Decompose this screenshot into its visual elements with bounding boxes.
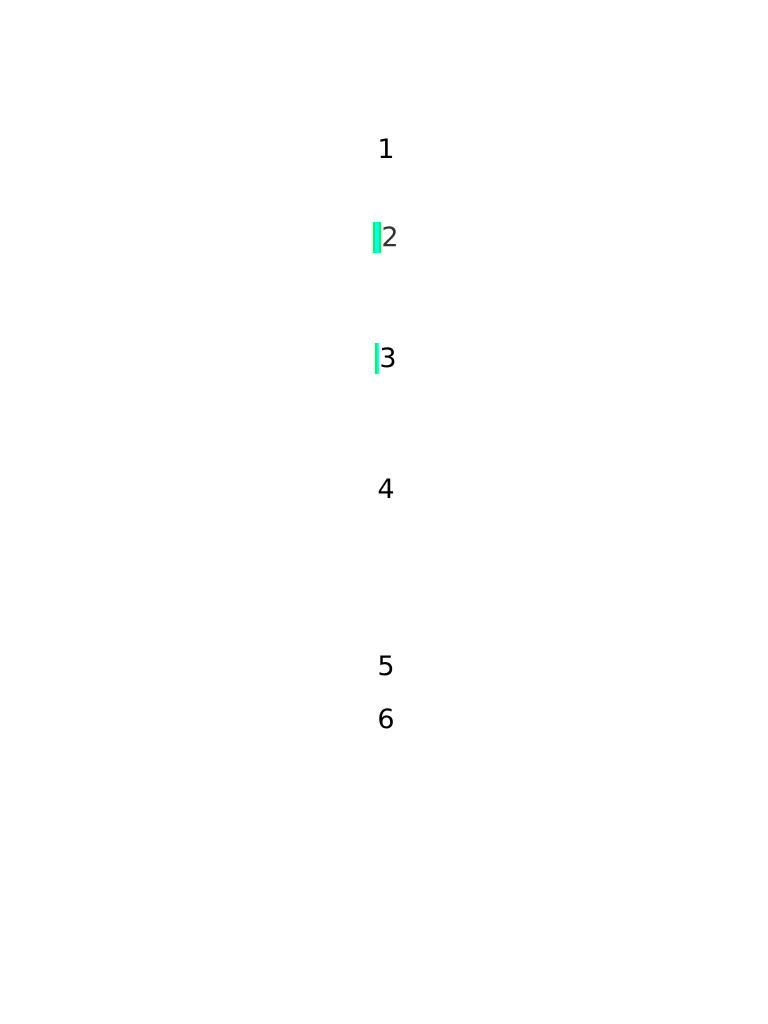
verse-5-number: 5 [377, 651, 395, 682]
verse-6 [100, 700, 672, 740]
verse-2 [100, 218, 672, 258]
verse-5-line-2 [100, 646, 672, 688]
verse-3-number: 3 [379, 343, 397, 374]
verse-1 [100, 128, 672, 172]
verse-6-marker [377, 704, 394, 735]
verse-4-number: 4 [377, 474, 395, 505]
verse-1-marker [377, 134, 394, 165]
verse-1-number: 1 [377, 134, 395, 165]
verse-3 [100, 338, 672, 380]
verse-5-marker [377, 651, 394, 682]
verse-4 [100, 468, 672, 511]
verse-6-number: 6 [377, 704, 395, 735]
verse-2-number: 2 [381, 222, 399, 253]
verse-4-marker [377, 474, 394, 505]
